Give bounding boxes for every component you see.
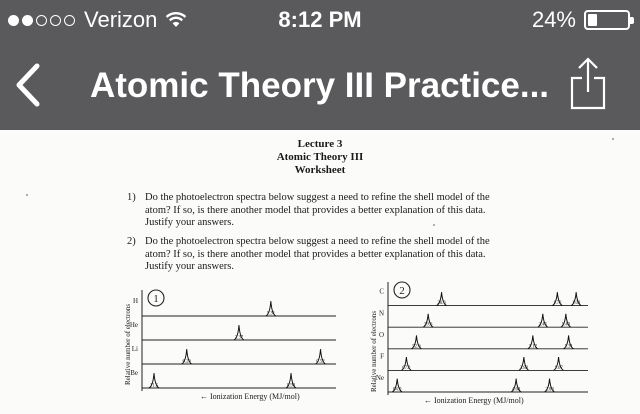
peak-label: 6.26: [182, 359, 191, 365]
worksheet-header-line-3: Worksheet: [294, 164, 346, 176]
question-text-line: Do the photoelectron spectra below suggest a need to refine the shell model of the: [145, 192, 490, 203]
share-icon: [566, 56, 610, 112]
element-label: H: [132, 296, 138, 305]
peak-label: 3.12: [528, 344, 538, 350]
x-axis-label-right: ← Ionization Energy (MJ/mol): [424, 396, 524, 405]
question-text-line: atom? If so, is there another model that provides a better explanation of this data.: [145, 204, 486, 216]
battery-tip: [630, 17, 634, 24]
battery-level: [588, 14, 597, 26]
status-time: 8:12 PM: [278, 7, 362, 32]
element-label: C: [379, 287, 384, 296]
element-label: He: [129, 320, 138, 329]
peak-label: 11.5: [149, 383, 159, 389]
question-circle-number: 2: [399, 285, 405, 297]
element-label: Be: [130, 368, 138, 377]
element-label: F: [380, 352, 384, 361]
scan-speck: [26, 194, 28, 196]
scan-speck: [612, 138, 614, 140]
peak-label: 0.90: [286, 383, 296, 389]
peak-label: 2.08: [545, 387, 554, 393]
spectrum-left: [120, 288, 342, 404]
question-number: 1): [127, 192, 136, 203]
peak-label: 1.72: [553, 301, 562, 307]
peak-label: 1.40: [561, 322, 571, 328]
element-label: N: [378, 309, 384, 318]
question-text-line: atom? If so, is there another model that provides a better explanation of this data.: [145, 248, 486, 260]
peak-label: 1.31: [266, 311, 276, 317]
page-title: Atomic Theory III Practice...: [90, 66, 550, 105]
status-bar: [0, 0, 640, 40]
peak-label: 1.31: [564, 344, 573, 350]
scan-speck: [433, 224, 435, 226]
peak-label: 1.09: [571, 301, 581, 307]
element-label: O: [378, 330, 384, 339]
peak-label: 2.45: [538, 322, 547, 328]
x-axis-label-left: ← Ionization Energy (MJ/mol): [200, 392, 300, 401]
peak-label: 0.52: [316, 359, 325, 365]
peak-label: 2.37: [234, 335, 244, 341]
y-axis-label-left: Relative number of electrons: [124, 303, 132, 385]
peak-label: 67.2: [402, 365, 411, 371]
peak-label: 1.67: [554, 365, 563, 371]
element-label: Ne: [375, 374, 384, 383]
battery-percent: 24%: [531, 7, 576, 32]
y-axis-label-right: Relative number of electrons: [370, 310, 378, 392]
chevron-left-icon: [10, 62, 50, 108]
battery-icon: [584, 10, 630, 30]
status-right: [532, 6, 630, 34]
peak-label: 4.68: [511, 387, 521, 393]
question-circle-number: 1: [153, 293, 159, 305]
carrier-name: Verizon: [84, 7, 158, 32]
peak-label: 39.6: [423, 322, 433, 328]
peak-label: 52.6: [412, 344, 421, 350]
worksheet-header-line-1: Lecture 3: [297, 138, 343, 150]
worksheet-page[interactable]: [0, 130, 640, 414]
element-label: Li: [131, 344, 138, 353]
back-button[interactable]: [10, 62, 50, 108]
nav-bar: [0, 40, 640, 130]
question-text-line: Justify your answers.: [145, 217, 234, 228]
share-button[interactable]: [566, 56, 610, 112]
question-text-line: Justify your answers.: [145, 261, 234, 272]
question-number: 2): [127, 236, 136, 247]
peak-label: 84.0: [392, 387, 402, 393]
spectrum-right: [366, 280, 592, 406]
peak-label: 28.6: [437, 301, 446, 307]
peak-label: 3.88: [519, 365, 529, 371]
question-text-line: Do the photoelectron spectra below suggest a need to refine the shell model of the: [145, 236, 490, 247]
worksheet-header-line-2: Atomic Theory III: [276, 151, 364, 163]
